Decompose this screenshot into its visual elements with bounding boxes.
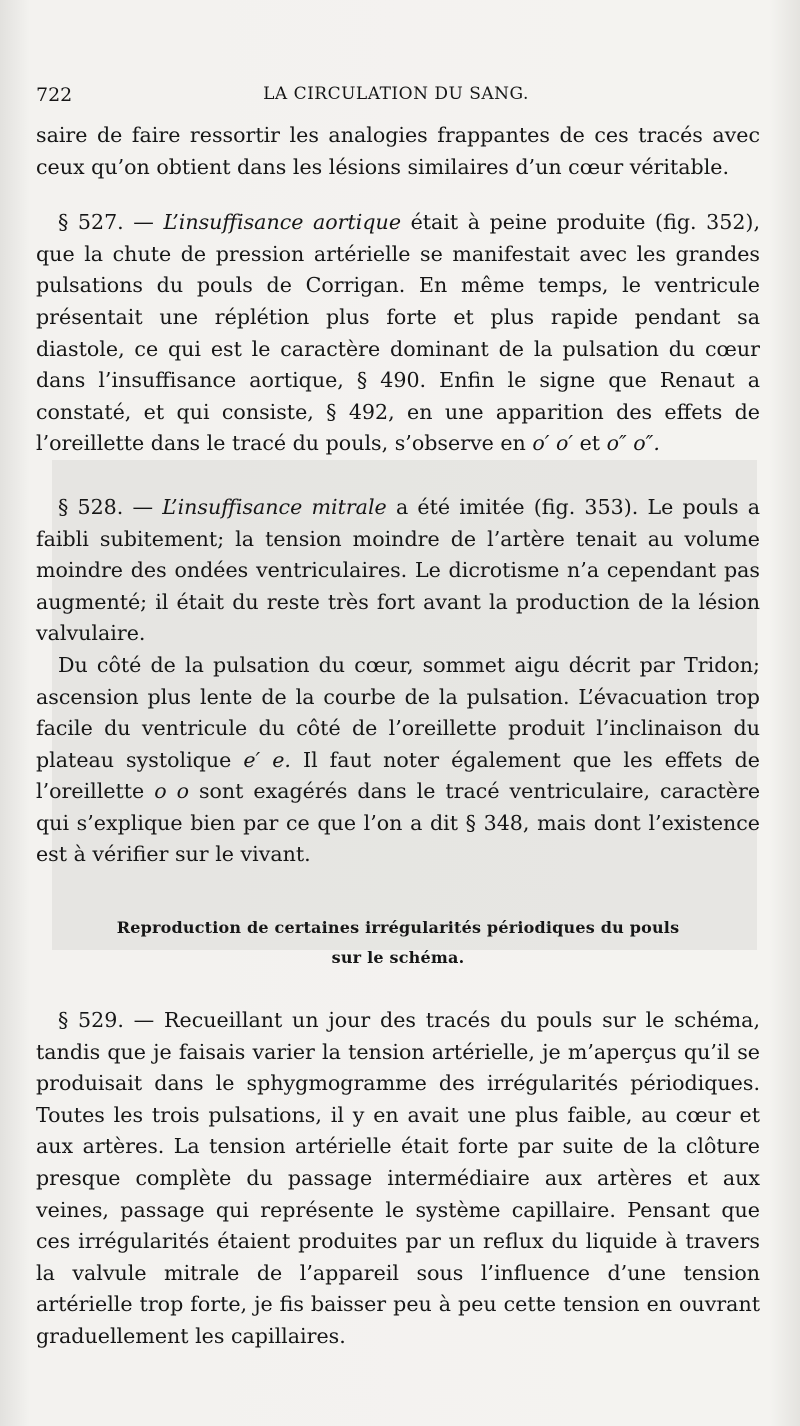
trace-mark: o′ o′ <box>532 431 574 456</box>
paragraph-527 <box>36 207 760 460</box>
spacer <box>36 871 760 903</box>
paragraph-529 <box>36 1005 760 1353</box>
italic-term: L’insuffisance mitrale <box>162 494 387 519</box>
spacer <box>36 460 760 492</box>
running-title: LA CIRCULATION DU SANG. <box>263 84 529 104</box>
trace-mark: e′ e. <box>243 747 291 772</box>
heading-line2: sur le schéma. <box>331 948 465 968</box>
paragraph-528 <box>36 492 760 650</box>
paragraph-text: était à peine produite (fig. 352), que la chute de pression artérielle se manifestait avec les grandes pulsations du pouls de Corrigan. En même temps, le ventricule présentait une réplétion plus forte et plus rapide pendant sa diastole, ce qui est le caractère dominant de la pulsation du cœur dans l’insuffisance aortique, § 490. Enfin le signe que Renaut a constaté, et qui consiste, § 492, en une apparition des effets de l’oreillette dans le tracé du pouls, s’observe en <box>36 210 761 456</box>
spacer <box>36 183 760 207</box>
section-number: § 529. — <box>58 1008 155 1033</box>
heading-line1: Reproduction de certaines irrégularités périodiques du pouls <box>116 918 680 938</box>
paragraph-text: Recueillant un jour des tracés du pouls sur le schéma, tandis que je faisais varier la tension artérielle, je m’aperçus qu’il se produisait dans le sphygmogramme des irrégularités périodiques. Toutes les trois pulsations, il y en avait une plus faible, au cœur et aux artères. La tension artérielle était forte par suite de la clôture presque complète du passage intermédiaire aux artères et aux veines, passage qui représente le système capillaire. Pensant que ces irrégularités étaient produites par un reflux du liquide à travers la valvule mitrale de l’appareil sous l’influence d’une tension artérielle trop forte, je fis baisser peu à peu cette tension en ouvrant graduellement les capillaires. <box>36 1008 761 1348</box>
paragraph-tridon <box>36 650 760 871</box>
page-body <box>36 120 760 1353</box>
p1-line1: saire de faire ressortir les analogies frappantes de ces tracés avec <box>36 123 760 147</box>
page-header <box>36 84 756 114</box>
paragraph-text: sont exagérés dans le tracé ventriculaire, caractère qui s’explique bien par ce que l’on a dit § 348, mais dont l’existence est à vérifier sur le vivant. <box>36 779 761 867</box>
trace-mark: o o <box>154 779 189 804</box>
paragraph-text: Il faut noter également que les effets de l’oreillette <box>36 747 760 804</box>
spacer <box>36 981 760 1005</box>
section-number: § 527. — <box>58 210 154 235</box>
paragraph-text: Du côté de la pulsation du cœur, sommet aigu décrit par Tridon; ascension plus lente de la courbe de la pulsation. L’évacuation trop facile du ventricule du côté de l’oreillette produit l’inclinaison du plateau systolique <box>36 652 760 772</box>
conjunction: et <box>579 431 601 456</box>
trace-mark: o″ o″. <box>606 431 660 456</box>
section-heading <box>36 913 760 973</box>
page-number: 722 <box>36 84 73 106</box>
section-number: § 528. — <box>58 494 154 519</box>
p1-line2: ceux qu’on obtient dans les lésions similaires d’un cœur véritable. <box>36 154 730 179</box>
paragraph-text: a été imitée (fig. 353). Le pouls a faibli subitement; la tension moindre de l’artère tenait au volume moindre des ondées ventriculaires. Le dicrotisme n’a cependant pas augmenté; il était du reste très fort avant la production de la lésion valvulaire. <box>36 494 761 646</box>
italic-term: L’insuffisance aortique <box>163 210 402 235</box>
